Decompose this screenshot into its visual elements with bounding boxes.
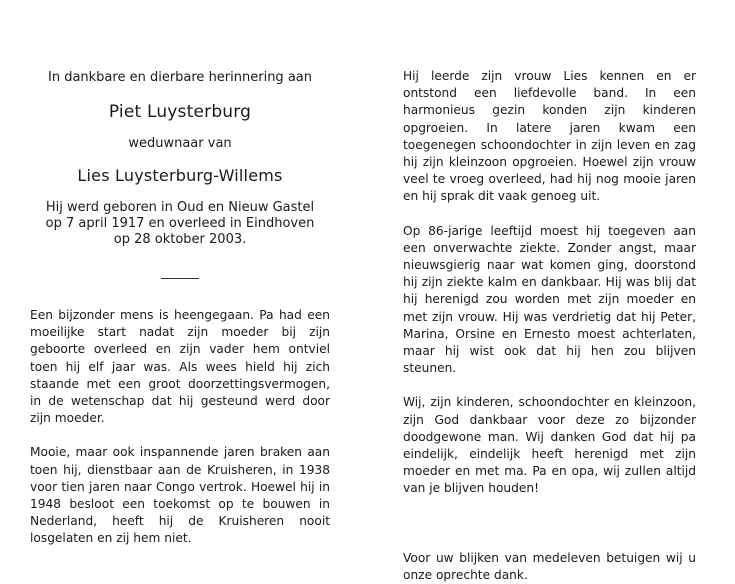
birth-line-1: Hij werd geboren in Oud en Nieuw Gastel [45,200,315,215]
paragraph-family: Hij leerde zijn vrouw Lies kennen en er ontstond een liefdevolle band. In een harmonieus gezin konden zijn kinderen opgroeien. In latere jaren kwam een toegenegen schoondochter in zijn leven en zag hij zijn kleinzoon opgroeien. Hoewel zijn vrouw veel te vroeg overleed, had hij nog mooie jaren en hij sprak dit vaak genoeg uit. [403,69,696,204]
paragraph-illness: Op 86-jarige leeftijd moest hij toegeven aan een onverwachte ziekte. Zonder angst, maar nieuwsgierig naar wat komen ging, doorstond hij zijn ziekte kalm en dankbaar. Hij was blij dat hij herenigd zou worden met zijn moeder en met zijn vrouw. Hij was verdrietig dat hij Peter, Marina, Orsine en Ernesto moest achterlaten, maar hij wist ook dat hij hen zou blijven steunen. [403,223,696,376]
relation-text: weduwnaar van [128,136,232,151]
paragraph-tribute: Wij, zijn kinderen, schoondochter en kleinzoon, zijn God dankbaar voor deze zo bijzonder doodgewone man. Wij danken God dat hij pa eindelijk, eindelijk heeft herenigd met zijn moeder en met ma. Pa en opa, wij zullen altijd van je blijven houden! [403,395,696,496]
paragraph-early-life: Een bijzonder mens is heengegaan. Pa had een moeilijke start nadat zijn moeder bij zijn geboorte overleed en zijn vader hem ontviel toen hij elf jaar was. Als wees hield hij zich staande met een groot doorzettingsvermogen, in de wetenschap dat hij gesteund werd door zijn moeder. [30,308,330,426]
paragraph-congo: Mooie, maar ook inspannende jaren braken aan toen hij, dienstbaar aan de Kruisheren, in 1938 voor tien jaren naar Congo vertrok. Hoewel hij in 1948 besloot een toekomst op te bouwen in Nederland, heeft hij de Kruisheren nooit losgelaten en zij hem niet. [30,445,330,546]
birth-death-info [30,200,330,248]
right-column [403,68,696,584]
header-block [30,70,330,279]
spouse-name: Lies Luysterburg-Willems [77,166,283,185]
separator-line [161,278,199,279]
intro-text: In dankbare en dierbare herinnering aan [47,70,312,85]
left-column [30,70,330,548]
deceased-name: Piet Luysterburg [108,102,252,122]
birth-line-2: op 7 april 1917 en overleed in Eindhoven [45,216,315,231]
paragraph-thanks: Voor uw blijken van medeleven betuigen wij u onze oprechte dank. [403,550,696,582]
birth-line-3: op 28 oktober 2003. [113,232,247,247]
